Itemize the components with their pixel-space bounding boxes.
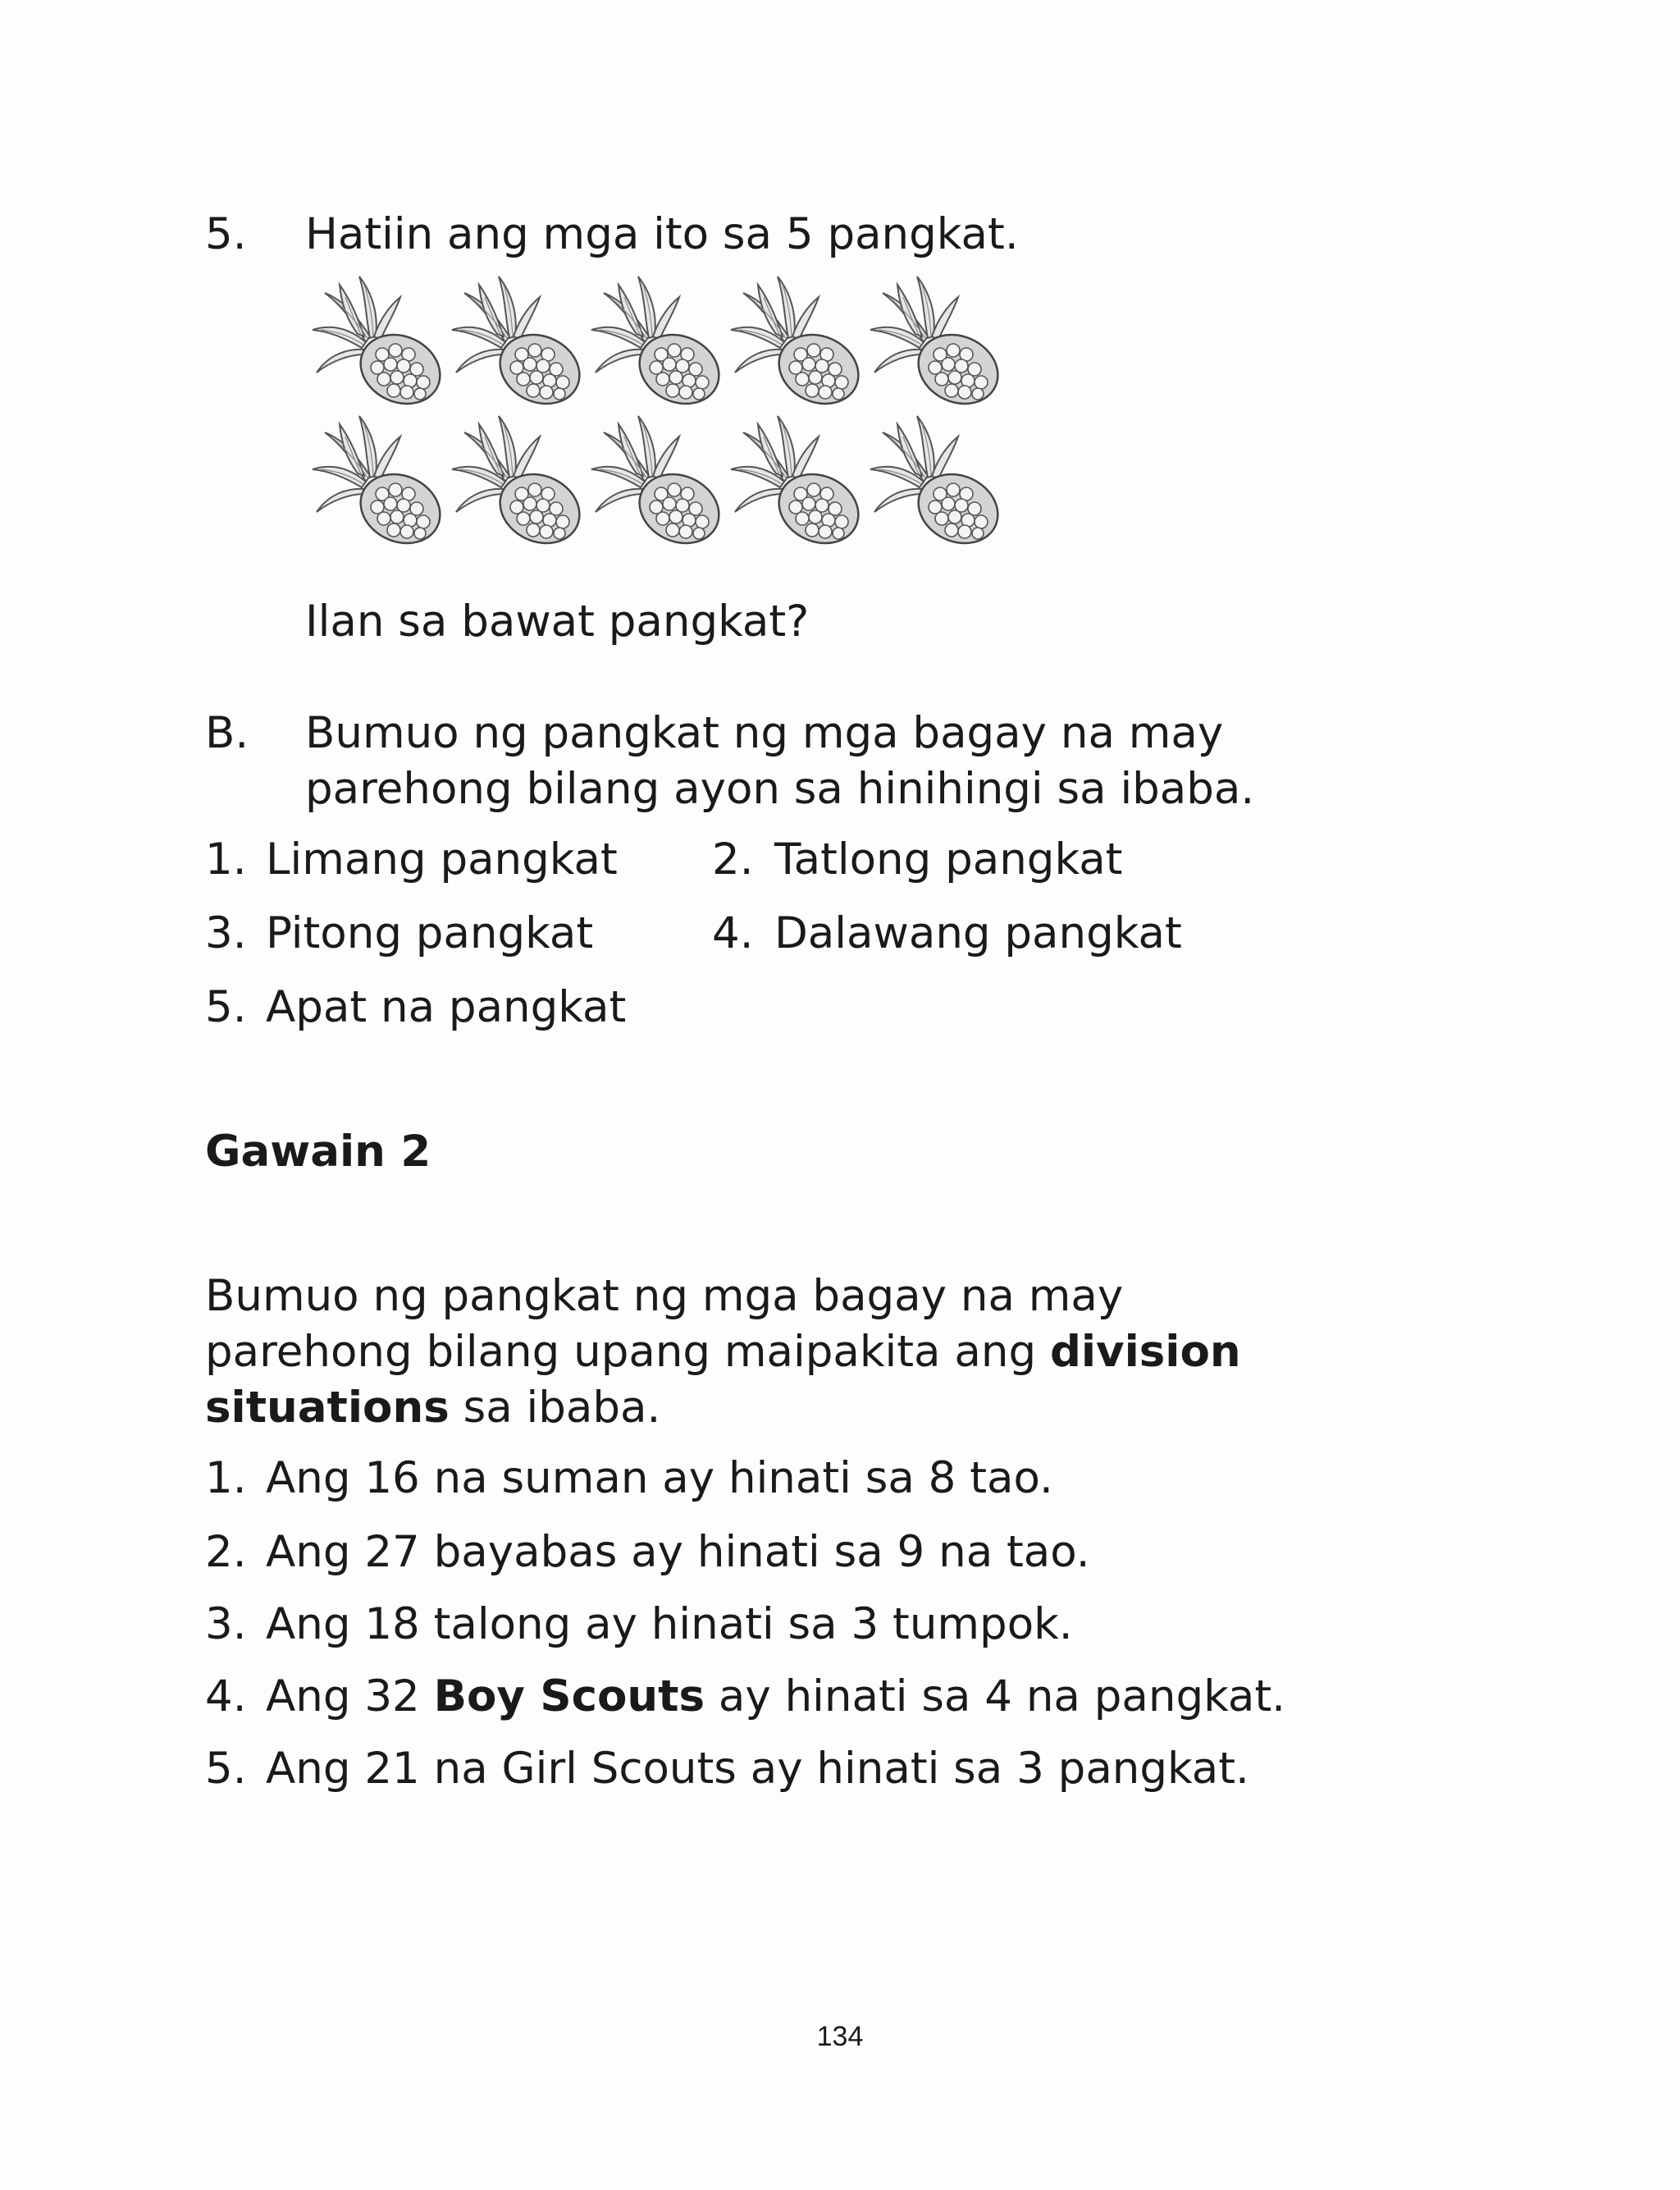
g2-item-text: [266, 1669, 1285, 1725]
g2-item-number: 3.: [205, 1599, 247, 1649]
pineapple-icon: [727, 272, 866, 412]
g2-item-number: 5.: [205, 1744, 247, 1794]
g2-item-number: 2.: [205, 1527, 247, 1577]
pineapple-icon: [308, 272, 448, 412]
intro-bold-term: situations: [205, 1383, 450, 1433]
pineapple-icon: [866, 272, 1006, 412]
g2-item-text: Ang 16 na suman ay hinati sa 8 tao.: [266, 1453, 1053, 1503]
g2-item-text: Ang 18 talong ay hinati sa 3 tumpok.: [266, 1599, 1073, 1649]
b-item-number: 1.: [205, 834, 247, 885]
pineapple-icon: [448, 272, 587, 412]
b-item-text: Apat na pangkat: [266, 982, 627, 1032]
item-5-instruction: Hatiin ang mga ito sa 5 pangkat.: [305, 209, 1019, 259]
b-item-text: Limang pangkat: [266, 834, 618, 885]
pineapple-icon: [448, 412, 587, 551]
pineapple-icon: [308, 412, 448, 551]
item-text: ay hinati sa 4 na pangkat.: [705, 1671, 1285, 1721]
item-5-number: 5.: [205, 209, 247, 259]
intro-text: sa ibaba.: [449, 1383, 661, 1433]
b-item-text: Pitong pangkat: [266, 908, 594, 958]
item-5-question: Ilan sa bawat pangkat?: [305, 597, 810, 647]
item-bold-term: Boy Scouts: [433, 1671, 705, 1721]
b-item-text: Dalawang pangkat: [774, 908, 1182, 958]
gawain-2-intro-line3: [205, 1380, 660, 1436]
b-item-number: 2.: [712, 834, 754, 885]
gawain-2-heading: Gawain 2: [205, 1127, 431, 1177]
pineapple-image-grid: [308, 272, 1006, 551]
g2-item-text: Ang 27 bayabas ay hinati sa 9 na tao.: [266, 1527, 1090, 1577]
section-b-letter: B.: [205, 708, 249, 758]
gawain-2-intro-line2: [205, 1324, 1241, 1380]
item-text: Ang 32: [266, 1671, 434, 1721]
g2-item-text: Ang 21 na Girl Scouts ay hinati sa 3 pangkat.: [266, 1744, 1249, 1794]
pineapple-icon: [866, 412, 1006, 551]
intro-bold-term: division: [1049, 1327, 1241, 1377]
b-item-text: Tatlong pangkat: [774, 834, 1123, 885]
b-item-number: 4.: [712, 908, 754, 958]
gawain-2-intro-line1: Bumuo ng pangkat ng mga bagay na may: [205, 1271, 1124, 1321]
g2-item-number: 4.: [205, 1671, 247, 1721]
page-number: 134: [816, 2021, 864, 2052]
g2-item-number: 1.: [205, 1453, 247, 1503]
b-item-number: 3.: [205, 908, 247, 958]
pineapple-icon: [727, 412, 866, 551]
intro-text: parehong bilang upang maipakita ang: [205, 1327, 1050, 1377]
pineapple-icon: [587, 272, 727, 412]
section-b-instruction-line2: parehong bilang ayon sa hinihingi sa ibaba.: [305, 764, 1255, 814]
b-item-number: 5.: [205, 982, 247, 1032]
section-b-instruction-line1: Bumuo ng pangkat ng mga bagay na may: [305, 708, 1224, 758]
pineapple-icon: [587, 412, 727, 551]
